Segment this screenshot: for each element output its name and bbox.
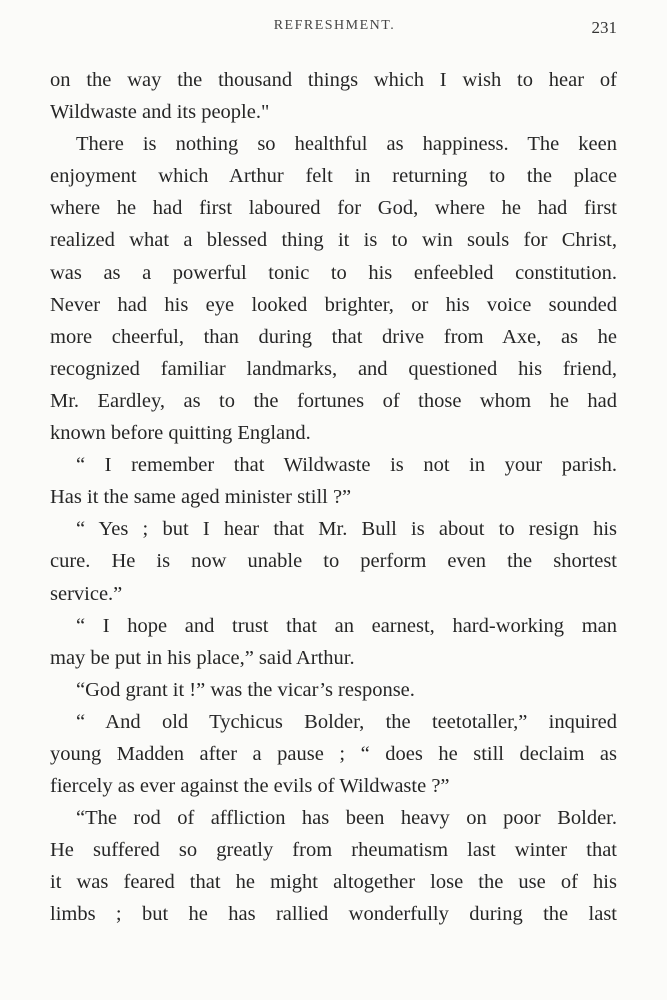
text-line: Never had his eye looked brighter, or his voice sounded bbox=[50, 293, 617, 316]
paragraph bbox=[50, 802, 617, 930]
text-line: more cheerful, than during that drive from Axe, as he bbox=[50, 325, 617, 348]
paragraph bbox=[50, 449, 617, 513]
text-line: service.” bbox=[50, 582, 123, 605]
text-line: Has it the same aged minister still ?” bbox=[50, 486, 352, 509]
text-line: cure. He is now unable to perform even the shortest bbox=[50, 550, 617, 573]
text-line: “ I remember that Wildwaste is not in your parish. bbox=[76, 454, 617, 477]
text-line: Mr. Eardley, as to the fortunes of those whom he had bbox=[50, 389, 617, 412]
text-line: on the way the thousand things which I wish to hear of bbox=[50, 69, 617, 91]
text-line: “God grant it !” was the vicar’s response. bbox=[76, 678, 415, 701]
page-number: 231 bbox=[591, 18, 617, 37]
text-line: may be put in his place,” said Arthur. bbox=[50, 646, 355, 669]
text-line: realized what a blessed thing it is to win souls for Christ, bbox=[50, 229, 617, 252]
body-text bbox=[50, 64, 617, 931]
text-line: fiercely as ever against the evils of Wildwaste ?” bbox=[50, 775, 450, 798]
text-line: “ I hope and trust that an earnest, hard-working man bbox=[76, 614, 617, 637]
paragraph bbox=[50, 706, 617, 802]
text-line: Wildwaste and its people." bbox=[50, 101, 270, 124]
text-line: it was feared that he might altogether lose the use of his bbox=[50, 871, 617, 894]
text-line: “ And old Tychicus Bolder, the teetotaller,” inquired bbox=[76, 710, 617, 733]
text-line: He suffered so greatly from rheumatism last winter that bbox=[50, 839, 617, 862]
text-line: recognized familiar landmarks, and questioned his friend, bbox=[50, 357, 617, 380]
paragraph bbox=[50, 610, 617, 674]
paragraph bbox=[50, 513, 617, 609]
running-head bbox=[52, 18, 617, 42]
text-line: young Madden after a pause ; “ does he still declaim as bbox=[50, 742, 617, 765]
text-line: limbs ; but he has rallied wonderfully during the last bbox=[50, 903, 617, 926]
paragraph bbox=[50, 64, 617, 128]
text-line: was as a powerful tonic to his enfeebled constitution. bbox=[50, 261, 617, 284]
paragraph bbox=[50, 128, 617, 449]
text-line: enjoyment which Arthur felt in returning to the place bbox=[50, 165, 617, 188]
text-line: “ Yes ; but I hear that Mr. Bull is about to resign his bbox=[76, 518, 617, 541]
text-line: where he had first laboured for God, where he had first bbox=[50, 197, 617, 220]
chapter-title: REFRESHMENT. bbox=[273, 18, 396, 33]
text-line: “The rod of affliction has been heavy on poor Bolder. bbox=[76, 807, 617, 830]
text-line: known before quitting England. bbox=[50, 422, 311, 445]
text-line: There is nothing so healthful as happiness. The keen bbox=[76, 133, 617, 156]
paragraph bbox=[50, 674, 617, 706]
